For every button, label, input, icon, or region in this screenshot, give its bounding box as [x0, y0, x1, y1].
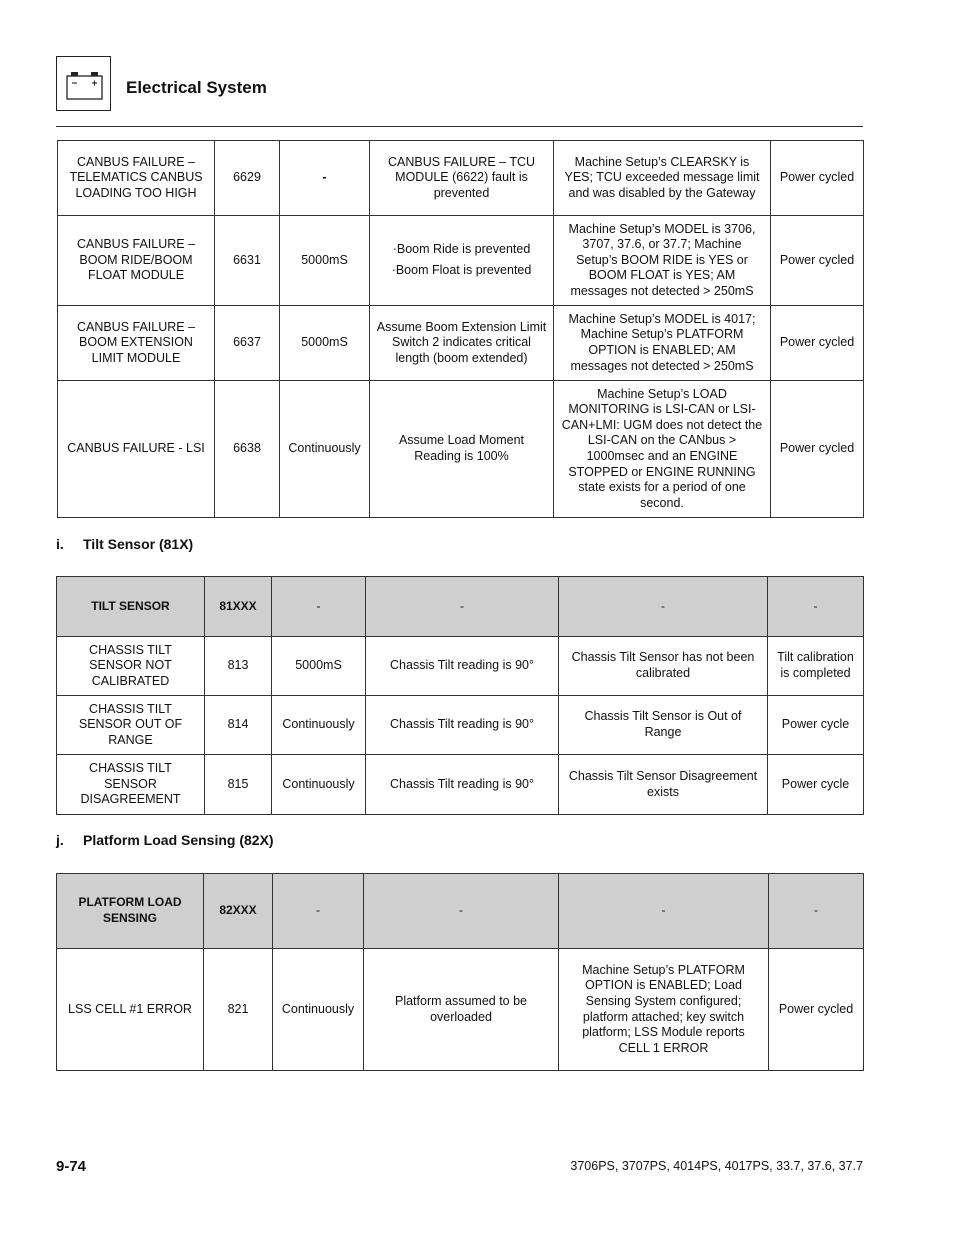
fault-clear-cell: Tilt calibration is completed: [768, 637, 864, 696]
fault-name-cell: CANBUS FAILURE – TELEMATICS CANBUS LOADING TOO HIGH: [58, 141, 215, 216]
table-row: [57, 696, 864, 755]
section-heading-platform-load-sensing: [56, 832, 274, 848]
section-letter: j.: [56, 832, 64, 848]
fault-condition-cell: Chassis Tilt Sensor Disagreement exists: [559, 755, 768, 815]
fault-name-cell: CANBUS FAILURE – BOOM EXTENSION LIMIT MODULE: [58, 306, 215, 381]
fault-condition-cell: Chassis Tilt Sensor has not been calibrated: [559, 637, 768, 696]
header-cell: 81XXX: [205, 577, 272, 637]
section-letter: i.: [56, 536, 64, 552]
page-number: 9-74: [56, 1158, 87, 1175]
header-divider: [56, 126, 863, 127]
section-title: Tilt Sensor (81X): [83, 536, 194, 552]
fault-code-cell: 814: [205, 696, 272, 755]
fault-code-cell: 6637: [215, 306, 280, 381]
fault-clear-cell: Power cycled: [771, 381, 864, 518]
battery-icon: [56, 56, 111, 111]
fault-name-cell: CANBUS FAILURE - LSI: [58, 381, 215, 518]
fault-clear-cell: Power cycled: [771, 216, 864, 306]
fault-clear-cell: Power cycled: [771, 306, 864, 381]
fault-clear-cell: Power cycle: [768, 755, 864, 815]
table-header-row: [57, 874, 864, 949]
header-cell: -: [273, 874, 364, 949]
header-cell: -: [768, 577, 864, 637]
table-row: [57, 949, 864, 1071]
table-row: [58, 216, 864, 306]
header-cell: 82XXX: [204, 874, 273, 949]
fault-name-cell: CANBUS FAILURE – BOOM RIDE/BOOM FLOAT MODULE: [58, 216, 215, 306]
effect-line: ·Boom Float is prevented: [391, 263, 532, 277]
fault-condition-cell: Machine Setup’s CLEARSKY is YES; TCU exceeded message limit and was disabled by the Gateway: [554, 141, 771, 216]
section-title: Platform Load Sensing (82X): [83, 832, 274, 848]
fault-code-cell: 6631: [215, 216, 280, 306]
fault-effect-cell: Chassis Tilt reading is 90°: [366, 755, 559, 815]
header-cell: PLATFORM LOAD SENSING: [57, 874, 204, 949]
page-title: Electrical System: [126, 78, 267, 97]
platform-load-sensing-table: [56, 873, 864, 1071]
fault-effect-cell: Platform assumed to be overloaded: [364, 949, 559, 1071]
fault-code-cell: 821: [204, 949, 273, 1071]
effect-line: ·Boom Ride is prevented: [392, 242, 531, 257]
table-header-row: [57, 577, 864, 637]
fault-code-cell: 813: [205, 637, 272, 696]
fault-effect-cell: [370, 216, 554, 306]
table-row: [58, 381, 864, 518]
header-cell: -: [272, 577, 366, 637]
fault-effect-cell: Chassis Tilt reading is 90°: [366, 696, 559, 755]
header-cell: TILT SENSOR: [57, 577, 205, 637]
header-cell: -: [769, 874, 864, 949]
fault-timing-cell: 5000mS: [272, 637, 366, 696]
fault-timing-cell: Continuously: [272, 696, 366, 755]
tilt-sensor-table: [56, 576, 864, 815]
fault-clear-cell: Power cycle: [768, 696, 864, 755]
fault-timing-cell: Continuously: [273, 949, 364, 1071]
fault-name-cell: CHASSIS TILT SENSOR DISAGREEMENT: [57, 755, 205, 815]
fault-condition-cell: Machine Setup’s MODEL is 4017; Machine Setup’s PLATFORM OPTION is ENABLED; AM messages not detected > 250mS: [554, 306, 771, 381]
fault-condition-cell: Machine Setup’s LOAD MONITORING is LSI-CAN or LSI-CAN+LMI: UGM does not detect the LSI-CAN on the CANbus > 1000msec and an ENGINE STOPPED or ENGINE RUNNING state exists for a period of one second.: [554, 381, 771, 518]
table-row: [58, 306, 864, 381]
fault-effect-cell: Assume Load Moment Reading is 100%: [370, 381, 554, 518]
table-row: [57, 755, 864, 815]
fault-timing-cell: -: [280, 141, 370, 216]
fault-clear-cell: Power cycled: [771, 141, 864, 216]
fault-effect-cell: Assume Boom Extension Limit Switch 2 indicates critical length (boom extended): [370, 306, 554, 381]
header-cell: -: [559, 577, 768, 637]
fault-timing-cell: 5000mS: [280, 306, 370, 381]
canbus-failure-table: [57, 140, 864, 518]
header-cell: -: [364, 874, 559, 949]
fault-code-cell: 6638: [215, 381, 280, 518]
fault-code-cell: 815: [205, 755, 272, 815]
section-heading-tilt-sensor: [56, 536, 193, 552]
fault-name-cell: LSS CELL #1 ERROR: [57, 949, 204, 1071]
fault-timing-cell: 5000mS: [280, 216, 370, 306]
fault-timing-cell: Continuously: [280, 381, 370, 518]
fault-code-cell: 6629: [215, 141, 280, 216]
fault-condition-cell: Machine Setup’s MODEL is 3706, 3707, 37.6, or 37.7; Machine Setup’s BOOM RIDE is YES or BOOM FLOAT is YES; AM messages not detected > 250mS: [554, 216, 771, 306]
model-list: 3706PS, 3707PS, 4014PS, 4017PS, 33.7, 37.6, 37.7: [570, 1159, 863, 1173]
fault-name-cell: CHASSIS TILT SENSOR NOT CALIBRATED: [57, 637, 205, 696]
fault-condition-cell: Chassis Tilt Sensor is Out of Range: [559, 696, 768, 755]
fault-condition-cell: Machine Setup’s PLATFORM OPTION is ENABLED; Load Sensing System configured; platform attached; key switch platform; LSS Module reports CELL 1 ERROR: [559, 949, 769, 1071]
table-row: [58, 141, 864, 216]
fault-effect-cell: CANBUS FAILURE – TCU MODULE (6622) fault is prevented: [370, 141, 554, 216]
fault-effect-cell: Chassis Tilt reading is 90°: [366, 637, 559, 696]
table-row: [57, 637, 864, 696]
header-cell: -: [366, 577, 559, 637]
fault-timing-cell: Continuously: [272, 755, 366, 815]
fault-name-cell: CHASSIS TILT SENSOR OUT OF RANGE: [57, 696, 205, 755]
fault-clear-cell: Power cycled: [769, 949, 864, 1071]
header-cell: -: [559, 874, 769, 949]
